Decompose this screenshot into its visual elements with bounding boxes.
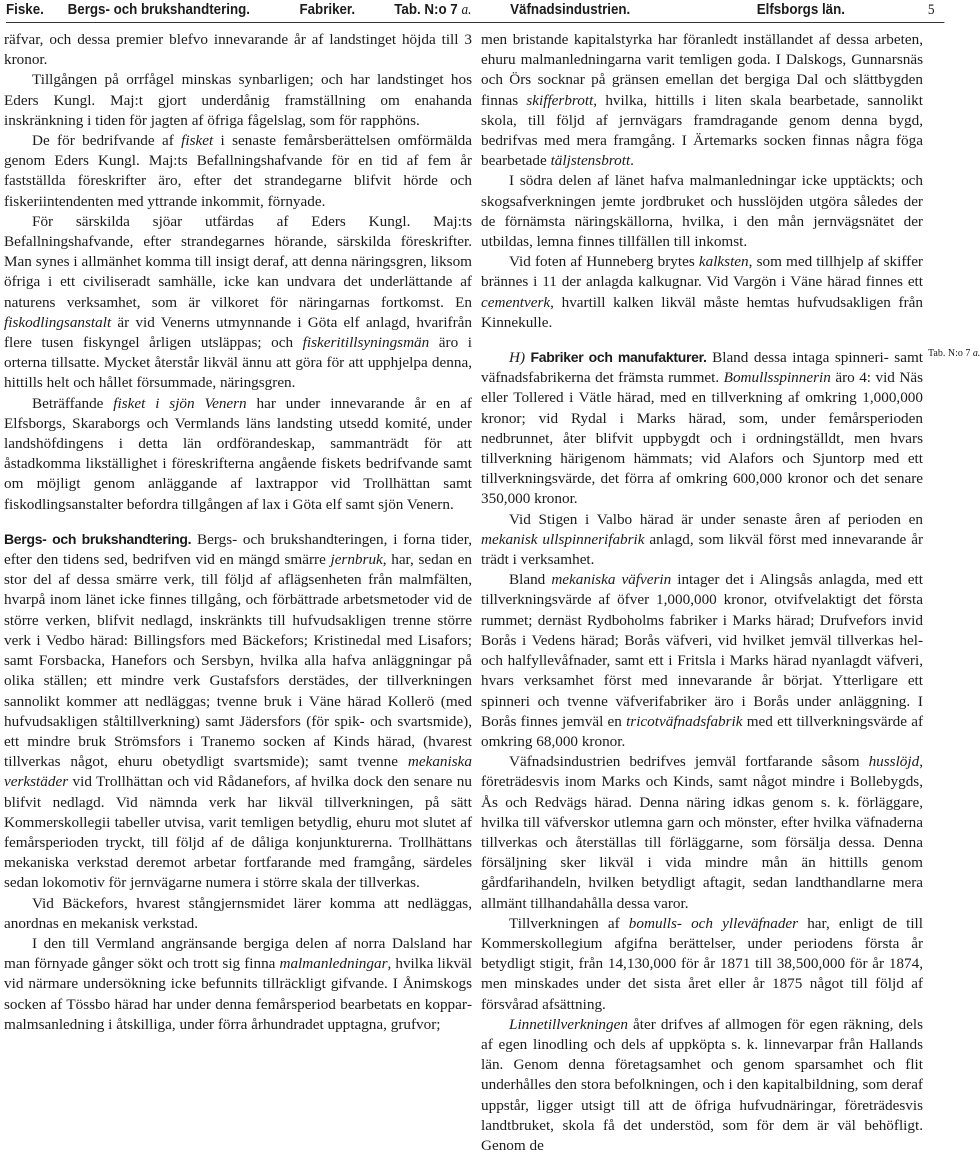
right-p1 — [481, 30, 923, 171]
margin-note — [928, 348, 980, 359]
left-column — [4, 30, 472, 1035]
text: äro 4: vid Näs eller Tollered i Vätle härad, med en tillverkning af omkring 1,000,000 kronor; vid Rydal i Marks härad, som, under femårsperioden nedbrunnet, åter blifvit uppbygdt och i ordningställdt, men hvars tillverkning härigenom hämmats; vid Alafors och Sjuntorp med ett tillverkningsvärde, det förra af omkring 600,000 kronor och det senare 350,000 kronor. — [481, 369, 923, 508]
running-header — [6, 0, 944, 23]
right-p7 — [481, 752, 923, 914]
text: I den till Vermland angränsande bergiga delen af norra Dalsland har man förnyade gånger sökt och trott sig finna — [4, 934, 472, 973]
text: Väfnadsindustrien bedrifves jemväl fortfarande såsom — [509, 753, 869, 771]
header-tab — [394, 0, 471, 20]
text: Beträffande — [32, 394, 114, 412]
left-p3 — [4, 131, 472, 212]
right-p9 — [481, 1015, 923, 1156]
left-p5 — [4, 394, 472, 515]
term-tricotvafnadsfabrik: tricotväfnadsfabrik — [626, 712, 743, 730]
right-column — [481, 30, 923, 1156]
text: , hvartill kalken likväl måste hemtas hufvudsakligen från Kinnekulle. — [481, 293, 923, 331]
text: vid Trollhättan och vid Rådanefors, af hvilka dock den senare nu blifvit nedlagd. Vid nämnda verk har likväl tillverkningen, på sätt Kommerskollegii tabeller utvisa, varit temligen betydlig, ehuru mot slutet af femårsperioden tryckt, till följd af de dåliga konjunkturerna. Trollhättans mekaniska verkstad deremot arbetar fortfarande med framgång, särdeles sedan lokomotiv för jernvägarne numera i större skala der tillverkas. — [4, 773, 472, 892]
term-fisket: fisket — [181, 132, 214, 150]
text: För särskilda sjöar utfärdas af Eders Kungl. Maj:ts Befallningshafvande, efter strandegarnes hörande, särskilda föreskrifter. Man synes i allmänhet komma till insigt deraf, att denna näringsgren, liksom öfriga i ett civiliseradt samhälle, icke kan undvara det underlättande af naturens verksamhet, som är vilkoret för näringarnas fortkomst. En — [4, 212, 472, 311]
text: med ett tillverkningsvärde af omkring 68,000 kronor. — [481, 712, 923, 750]
section-label-h: H) — [509, 349, 526, 367]
text: är vid Venerns utmynnande i Göta elf anlagd, hvarifrån flere tusen fiskyngel årligen utsläppas; och — [4, 313, 472, 352]
text: men bristande kapitalstyrka har föranledt inställandet af dessa arbeten, ehuru malmanledningarna varit temligen goda. I Dalskogs, Gunnarsnäs och Örs socknar på gränsen emellan det bergiga Dal och slättbygden finnas — [481, 31, 923, 109]
header-fabriker: Fabriker. — [299, 2, 356, 18]
text: åter drifves af allmogen för egen räkning, dels af egen linodling och dels af uppköpta s. k. linnevarpar från Hallands län. Genom denna företagsamhet och genom sparsamhet och flit underhålles den stora befolkningen, och i den kapitalbildning, som deraf uppstår, ligger utsigt till att de öfriga hufvudnäringar, företrädesvis landtbruket, skola få det understöd, som för dem är väl behöfligt. Genom de — [481, 1015, 923, 1154]
right-p4 — [481, 347, 923, 510]
text: , hvilka likväl vid närmare undersökning icke befunnits tillräckligt gifvande. I Ånimskogs socken af Tössbo härad har under denna femårsperiod bearbetats en kopparmalmsanledning i åtskilliga, under förra århundradet upptagna, grufvor; — [4, 955, 472, 1033]
text: Vid foten af Hunneberg brytes — [509, 253, 699, 271]
text: Bergs- och brukshandteringen, i forna tider, efter den tidens sed, bedrifven vid en mängd smärre — [4, 530, 472, 569]
left-p1: räfvar, och dessa premier blefvo innevarande år af landstinget höjda till 3 kronor. — [4, 31, 472, 69]
text: De för bedrifvande af — [32, 132, 182, 150]
header-fiske: Fiske. — [6, 2, 44, 18]
term-malmanledningar: malmanledningar — [279, 955, 388, 973]
term-bomullsspinnerin: Bomullsspinnerin — [723, 369, 831, 387]
term-mekaniska-verkstader: mekaniska verkstäder — [4, 753, 472, 791]
text: intager det i Alingsås anlagda, med ett tillverkningsvärde af öfver 1,000,000 kronor, otvifvelaktigt det första rummet; dernäst Rydboholms fabriker i Marks härad; Drufvefors invid Borås i Vedens härad; Borås väfveri, vid hvilket jemväl tillverkas hel- och halfyllevåfnader, samt ett i Fritsla i Marks härad nyanlagdt väfveri, hvars verksamhet först med innevarande år börjat. Ytterligare ett spinneri och tvenne väfverifabriker äro i Borås under anläggning. I Borås finnes jemväl en — [481, 571, 923, 730]
text: i senaste femårsberättelsen omförmälda genom Eders Kungl. Maj:ts Befallningshafvande för en tid af fem år fastställda föreskrifter äro, efter det strandegarne blifvit hörde och fiskeriintendenten med yttrande inkommit, förnyade. — [4, 132, 472, 210]
term-fiskodlingsanstalt: fiskodlingsanstalt — [4, 313, 112, 331]
text: anlagd, som likväl först med innevarande år trädt i verksamhet. — [481, 530, 923, 569]
right-p2: I södra delen af länet hafva malmanledningar icke upptäckts; och skogsafverkningen jemte jordbruket och husslöjden utgöra således der de förnämsta näringskällorna, hvilka, i den mån jernvägsnätet der utbildas, lemna finnes tillfällen till inkomst. — [481, 172, 923, 251]
text: . — [630, 152, 634, 170]
right-p8 — [481, 914, 923, 1015]
left-p8 — [4, 934, 472, 1035]
header-lan: Elfsborgs län. — [756, 2, 845, 18]
text: Vid Stigen i Valbo härad är under senaste åren af perioden en — [509, 510, 923, 528]
term-ullspinnerifabrik: mekanisk ullspinnerifabrik — [481, 530, 645, 548]
header-vafnad: Väfnadsindustrien. — [510, 2, 631, 18]
text: äro i orterna tillsatte. Mycket återstår likväl ännu att göra för att upphjelpa denna, hittills helt och hållet försummade, näringsgren. — [4, 334, 472, 392]
text: , hvilka, hittills i liten skala bearbetade, sannolikt skola, till följd af jernvägars framdragande genom denna bygd, bedrifvas med mera framgång. I Ärtemarks socken finnas några föga bearbetade — [481, 91, 923, 170]
header-bergs: Bergs- och brukshandtering. — [67, 2, 250, 18]
term-jernbruk: jernbruk — [330, 551, 383, 569]
text: har, enligt de till Kommerskollegium afgifna berättelser, under periodens första år betydligt stigit, från 14,130,000 för år 1871 till 38,500,000 för år 1874, men minskades under det sista året eller år 1875 något till följd af försvårad afsättning. — [481, 914, 923, 1013]
page-number: 5 — [927, 2, 935, 18]
right-p3 — [481, 252, 923, 333]
text: Bland — [509, 571, 552, 589]
section-heading-bergs: Bergs- och brukshandtering. — [4, 530, 192, 547]
term-bomulls-ylle: bomulls- och ylleväfnader — [628, 914, 799, 932]
term-fisket-venern: fisket i sjön Venern — [113, 394, 247, 412]
term-kalksten: kalksten — [698, 253, 749, 271]
term-tillsyningsman: fiskeritillsyningsmän — [302, 334, 430, 352]
text: har under innevarande år en af Elfsborgs, Skaraborgs och Vermlands läns landsting utsedd komité, under landshöfdingens i detta län ordförandeskap, sammanträdt för att åstadkomma likställighet i föreskrifterna angående fiskets bedrifvande samt om möjligt genom anläggande af laxtrappor vid Trollhättan samt fiskodlingsanstalter befordra tillgången af lax i Göta elf samt sjön Venern. — [4, 394, 472, 513]
term-skifferbrott: skifferbrott — [526, 91, 594, 109]
term-linnetillverkningen: Linnetillverkningen — [509, 1015, 628, 1033]
text: , har, sedan en stor del af dessa smärre verk, till följd af aflägsenheten från malmfälten, hvarpå inom länet icke finnes tillgång, och förbättrade arbetsmetoder vid de större verken, blifvit nedlagd, inskränkts till hufvudsakligen trenne större verk i Vedbo härad: Billingsfors med Bäckefors; Kristinedal med Lisafors; samt Forsbacka, Hanefors och Sersbyn, hvilka alla hafva anläggningar på olika ställen; ett mindre verk Gustafsfors derstädes, der tillverkningen sannolikt kommer att nedläggas; tvenne bruk i Väne härad Kollerö (med hufvudsakligen ståltillverkning) samt Jädersfors (för spik- och svartsmide), ett mindre bruk Strömsfors i Tranemo socken af Kinds härad, (hvarest tillverkas något, ehuru obetydligt svartsmide); samt tvenne — [4, 551, 473, 771]
text: Tillverkningen af — [509, 914, 629, 932]
section-heading-fabriker: Fabriker och manufakturer. — [530, 349, 707, 366]
text: Bland dessa intaga spinneri- samt väfnadsfabrikerna det främsta rummet. — [481, 349, 923, 387]
left-p2: Tillgången på orrfågel minskas synbarligen; och har landstinget hos Eders Kungl. Maj:t gjort underdånig framställning om enahanda inskränkning i tiden för jagten af öfriga fågelslag, som för rapphöns. — [4, 71, 472, 129]
term-mekaniska-vafverin: mekaniska väfverin — [551, 571, 672, 589]
margin-note-suffix: a. — [972, 348, 980, 359]
text: , som med tillhjelp af skiffer brännes i 11 der anlagda kalkugnar. Vid Vargön i Väne härad finnes ett — [481, 253, 923, 291]
left-p6 — [4, 529, 472, 894]
left-p4 — [4, 212, 472, 394]
header-tab-label: Tab. N:o 7 — [394, 2, 458, 18]
left-p7: Vid Bäckefors, hvarest stångjernsmidet lärer komma att nedläggas, anordnas en mekanisk verkstad. — [4, 894, 472, 932]
header-tab-suffix: a. — [461, 2, 472, 18]
right-p6 — [481, 570, 923, 752]
term-cementverk: cementverk — [481, 293, 551, 311]
term-taljstensbrott: täljstensbrott — [550, 152, 631, 170]
right-p5 — [481, 510, 923, 571]
term-husslojd: husslöjd — [868, 753, 920, 771]
margin-note-tab: Tab. N:o 7 — [928, 348, 971, 359]
text: , företrädesvis inom Marks och Kinds, samt något mindre i Bollebygds, Ås och Redvägs härad. Denna näring idkas genom s. k. förläggare, hvilka till väfverskor utlemna garn och mönster, efter hvilka väfnaderna tillverkas och återställas till förläggarne, som försälja dessa. Denna försäljning sker likväl i vida mindre mån än hittills genom gårdfarihandeln, hvilken betydligt aftagit, sedan landthandlarne mera allmänt tillhandahålla dessa varor. — [481, 753, 923, 912]
